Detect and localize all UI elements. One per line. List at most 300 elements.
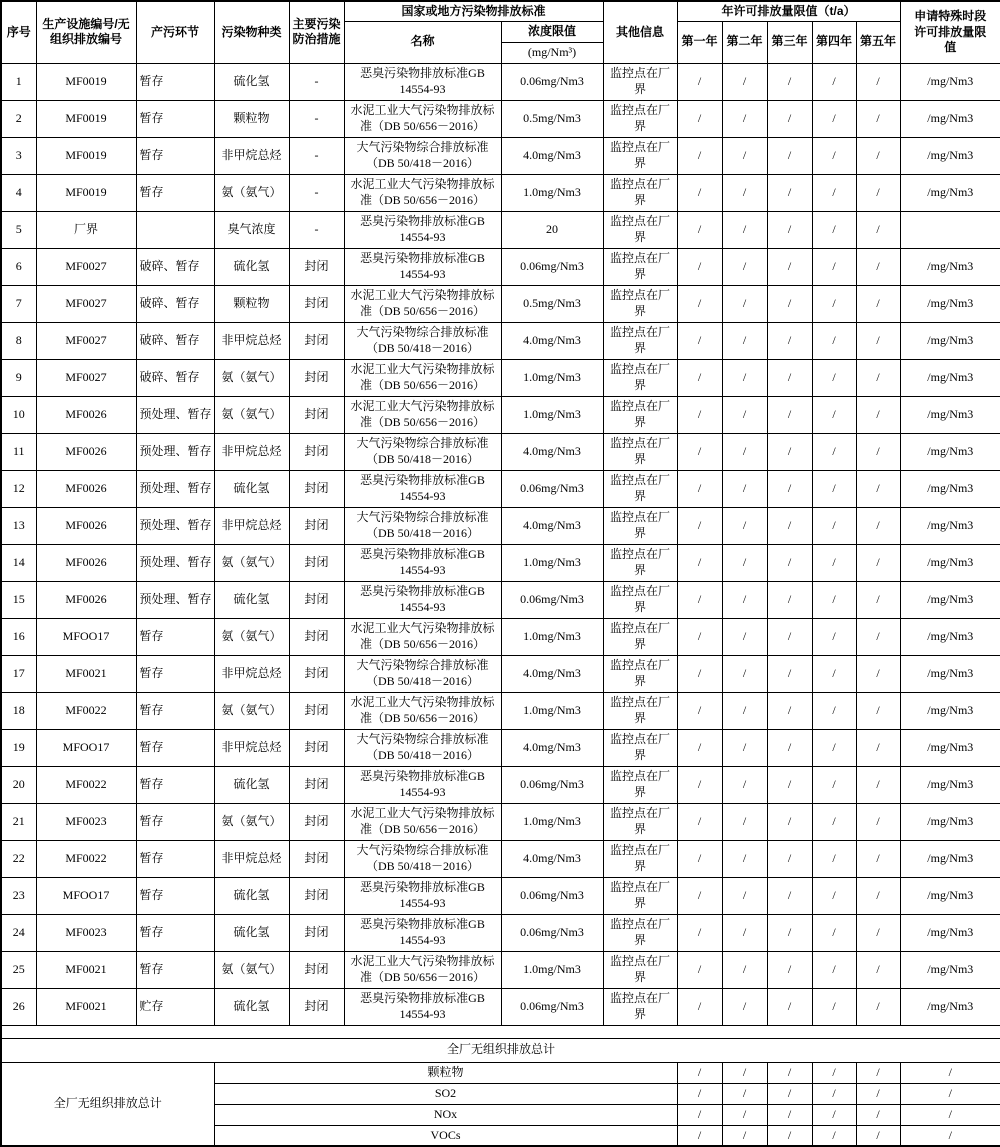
cell-measure: 封闭: [289, 766, 344, 803]
cell-standard-name: 恶臭污染物排放标准GB 14554-93: [344, 211, 501, 248]
cell-special: /mg/Nm3: [900, 248, 1000, 285]
cell-year-2: /: [722, 396, 767, 433]
cell-stage: 贮存: [136, 988, 214, 1025]
cell-special: /mg/Nm3: [900, 581, 1000, 618]
cell-seq: 8: [1, 322, 36, 359]
cell-summary-special: /: [900, 1125, 1000, 1146]
cell-standard-name: 水泥工业大气污染物排放标准（DB 50/656－2016）: [344, 803, 501, 840]
cell-facility: MFOO17: [36, 618, 136, 655]
cell-year-2: /: [722, 507, 767, 544]
header-row-1: [1, 1, 1000, 21]
table-row: [1, 840, 1000, 877]
cell-year-1: /: [677, 803, 722, 840]
cell-limit: 4.0mg/Nm3: [501, 840, 603, 877]
table-row: [1, 100, 1000, 137]
cell-limit: 20: [501, 211, 603, 248]
cell-other-info: 监控点在厂界: [603, 359, 677, 396]
cell-year-3: /: [767, 470, 812, 507]
cell-year-5: /: [856, 63, 900, 100]
cell-year-4: /: [812, 877, 856, 914]
cell-summary-year-3: /: [767, 1104, 812, 1125]
spacer-cell: [1, 1025, 1000, 1038]
cell-special: /mg/Nm3: [900, 507, 1000, 544]
cell-seq: 10: [1, 396, 36, 433]
cell-pollutant: 非甲烷总烃: [214, 840, 289, 877]
header-measures: 主要污染防治措施: [289, 1, 344, 63]
cell-seq: 13: [1, 507, 36, 544]
cell-pollutant: 氨（氨气）: [214, 692, 289, 729]
cell-stage: 预处理、暂存: [136, 470, 214, 507]
cell-year-1: /: [677, 914, 722, 951]
cell-year-2: /: [722, 248, 767, 285]
cell-summary-pollutant: VOCs: [214, 1125, 677, 1146]
cell-seq: 18: [1, 692, 36, 729]
cell-standard-name: 水泥工业大气污染物排放标准（DB 50/656－2016）: [344, 100, 501, 137]
cell-seq: 12: [1, 470, 36, 507]
cell-pollutant: 氨（氨气）: [214, 951, 289, 988]
cell-other-info: 监控点在厂界: [603, 951, 677, 988]
cell-measure: -: [289, 211, 344, 248]
cell-summary-year-3: /: [767, 1062, 812, 1083]
cell-year-5: /: [856, 507, 900, 544]
cell-facility: MF0026: [36, 396, 136, 433]
cell-summary-year-3: /: [767, 1083, 812, 1104]
cell-standard-name: 大气污染物综合排放标准（DB 50/418－2016）: [344, 729, 501, 766]
cell-other-info: 监控点在厂界: [603, 322, 677, 359]
cell-year-1: /: [677, 63, 722, 100]
cell-measure: 封闭: [289, 544, 344, 581]
cell-measure: 封闭: [289, 729, 344, 766]
cell-year-3: /: [767, 322, 812, 359]
cell-measure: 封闭: [289, 285, 344, 322]
cell-stage: 暂存: [136, 729, 214, 766]
header-year-5: 第五年: [856, 21, 900, 63]
table-row: [1, 581, 1000, 618]
cell-seq: 24: [1, 914, 36, 951]
cell-year-3: /: [767, 618, 812, 655]
cell-summary-year-5: /: [856, 1083, 900, 1104]
cell-facility: MF0022: [36, 766, 136, 803]
cell-measure: 封闭: [289, 840, 344, 877]
cell-other-info: 监控点在厂界: [603, 729, 677, 766]
cell-facility: MF0026: [36, 507, 136, 544]
cell-year-2: /: [722, 988, 767, 1025]
cell-other-info: 监控点在厂界: [603, 470, 677, 507]
cell-year-1: /: [677, 359, 722, 396]
table-row: [1, 803, 1000, 840]
cell-year-5: /: [856, 692, 900, 729]
cell-stage: 暂存: [136, 914, 214, 951]
cell-special: /mg/Nm3: [900, 803, 1000, 840]
cell-year-5: /: [856, 618, 900, 655]
cell-seq: 15: [1, 581, 36, 618]
cell-year-3: /: [767, 396, 812, 433]
cell-other-info: 监控点在厂界: [603, 877, 677, 914]
cell-pollutant: 非甲烷总烃: [214, 507, 289, 544]
cell-limit: 1.0mg/Nm3: [501, 359, 603, 396]
cell-seq: 5: [1, 211, 36, 248]
cell-year-4: /: [812, 581, 856, 618]
cell-facility: MF0021: [36, 655, 136, 692]
cell-facility: MF0021: [36, 951, 136, 988]
spacer-row: [1, 1025, 1000, 1038]
cell-year-3: /: [767, 433, 812, 470]
cell-year-2: /: [722, 433, 767, 470]
cell-stage: 暂存: [136, 951, 214, 988]
table-row: [1, 766, 1000, 803]
cell-standard-name: 水泥工业大气污染物排放标准（DB 50/656－2016）: [344, 618, 501, 655]
cell-special: /mg/Nm3: [900, 137, 1000, 174]
cell-standard-name: 大气污染物综合排放标准（DB 50/418－2016）: [344, 433, 501, 470]
cell-year-2: /: [722, 692, 767, 729]
cell-year-4: /: [812, 507, 856, 544]
cell-facility: MF0027: [36, 322, 136, 359]
table-row: [1, 914, 1000, 951]
cell-standard-name: 大气污染物综合排放标准（DB 50/418－2016）: [344, 137, 501, 174]
cell-year-2: /: [722, 137, 767, 174]
header-year-2: 第二年: [722, 21, 767, 63]
cell-measure: -: [289, 174, 344, 211]
table-row: [1, 544, 1000, 581]
cell-standard-name: 水泥工业大气污染物排放标准（DB 50/656－2016）: [344, 285, 501, 322]
cell-summary-year-1: /: [677, 1083, 722, 1104]
cell-special: /mg/Nm3: [900, 618, 1000, 655]
header-standard-group: 国家或地方污染物排放标准: [344, 1, 603, 21]
cell-year-3: /: [767, 914, 812, 951]
cell-special: /mg/Nm3: [900, 359, 1000, 396]
cell-standard-name: 恶臭污染物排放标准GB 14554-93: [344, 766, 501, 803]
cell-year-5: /: [856, 544, 900, 581]
cell-year-1: /: [677, 618, 722, 655]
cell-year-3: /: [767, 840, 812, 877]
cell-limit: 4.0mg/Nm3: [501, 433, 603, 470]
cell-year-3: /: [767, 544, 812, 581]
cell-limit: 4.0mg/Nm3: [501, 137, 603, 174]
cell-pollutant: 颗粒物: [214, 100, 289, 137]
cell-year-3: /: [767, 137, 812, 174]
cell-summary-year-3: /: [767, 1125, 812, 1146]
cell-summary-year-4: /: [812, 1125, 856, 1146]
cell-year-4: /: [812, 174, 856, 211]
cell-seq: 25: [1, 951, 36, 988]
cell-seq: 4: [1, 174, 36, 211]
cell-pollutant: 氨（氨气）: [214, 544, 289, 581]
cell-year-1: /: [677, 581, 722, 618]
cell-summary-year-1: /: [677, 1062, 722, 1083]
cell-year-1: /: [677, 137, 722, 174]
header-year-4: 第四年: [812, 21, 856, 63]
cell-year-4: /: [812, 433, 856, 470]
cell-limit: 1.0mg/Nm3: [501, 692, 603, 729]
cell-year-1: /: [677, 840, 722, 877]
table-body: [1, 63, 1000, 1025]
cell-limit: 1.0mg/Nm3: [501, 618, 603, 655]
cell-stage: 暂存: [136, 174, 214, 211]
cell-limit: 0.06mg/Nm3: [501, 581, 603, 618]
cell-standard-name: 恶臭污染物排放标准GB 14554-93: [344, 470, 501, 507]
cell-standard-name: 恶臭污染物排放标准GB 14554-93: [344, 914, 501, 951]
cell-pollutant: 氨（氨气）: [214, 174, 289, 211]
cell-standard-name: 水泥工业大气污染物排放标准（DB 50/656－2016）: [344, 692, 501, 729]
cell-pollutant: 非甲烷总烃: [214, 655, 289, 692]
cell-year-1: /: [677, 692, 722, 729]
cell-limit: 0.06mg/Nm3: [501, 470, 603, 507]
cell-pollutant: 硫化氢: [214, 766, 289, 803]
cell-measure: 封闭: [289, 470, 344, 507]
cell-year-1: /: [677, 877, 722, 914]
cell-stage: 预处理、暂存: [136, 581, 214, 618]
cell-facility: MF0026: [36, 544, 136, 581]
table-row: [1, 63, 1000, 100]
cell-stage: 破碎、暂存: [136, 322, 214, 359]
cell-special: /mg/Nm3: [900, 729, 1000, 766]
cell-summary-pollutant: NOx: [214, 1104, 677, 1125]
cell-other-info: 监控点在厂界: [603, 396, 677, 433]
cell-stage: 暂存: [136, 618, 214, 655]
cell-measure: 封闭: [289, 322, 344, 359]
cell-facility: MF0026: [36, 433, 136, 470]
cell-seq: 26: [1, 988, 36, 1025]
cell-year-2: /: [722, 803, 767, 840]
header-stage: 产污环节: [136, 1, 214, 63]
cell-year-3: /: [767, 766, 812, 803]
cell-other-info: 监控点在厂界: [603, 618, 677, 655]
summary-band-title: 全厂无组织排放总计: [1, 1038, 1000, 1062]
cell-year-3: /: [767, 951, 812, 988]
cell-year-4: /: [812, 285, 856, 322]
header-limit: 浓度限值: [501, 21, 603, 42]
cell-other-info: 监控点在厂界: [603, 914, 677, 951]
cell-year-1: /: [677, 174, 722, 211]
table-row: [1, 507, 1000, 544]
summary-band-row: [1, 1038, 1000, 1062]
cell-facility: MF0023: [36, 914, 136, 951]
cell-seq: 21: [1, 803, 36, 840]
cell-facility: MFOO17: [36, 729, 136, 766]
cell-year-3: /: [767, 211, 812, 248]
cell-limit: 1.0mg/Nm3: [501, 174, 603, 211]
cell-year-4: /: [812, 544, 856, 581]
cell-limit: 1.0mg/Nm3: [501, 396, 603, 433]
cell-standard-name: 恶臭污染物排放标准GB 14554-93: [344, 63, 501, 100]
table-row: [1, 655, 1000, 692]
cell-other-info: 监控点在厂界: [603, 544, 677, 581]
cell-facility: MF0023: [36, 803, 136, 840]
cell-other-info: 监控点在厂界: [603, 248, 677, 285]
cell-year-2: /: [722, 729, 767, 766]
cell-pollutant: 硫化氢: [214, 63, 289, 100]
cell-limit: 0.06mg/Nm3: [501, 877, 603, 914]
cell-other-info: 监控点在厂界: [603, 174, 677, 211]
cell-pollutant: 氨（氨气）: [214, 803, 289, 840]
cell-year-2: /: [722, 618, 767, 655]
cell-summary-year-5: /: [856, 1062, 900, 1083]
cell-seq: 23: [1, 877, 36, 914]
cell-measure: 封闭: [289, 396, 344, 433]
cell-year-2: /: [722, 211, 767, 248]
cell-measure: 封闭: [289, 988, 344, 1025]
cell-year-4: /: [812, 63, 856, 100]
cell-stage: 暂存: [136, 137, 214, 174]
cell-stage: 破碎、暂存: [136, 359, 214, 396]
cell-measure: 封闭: [289, 433, 344, 470]
cell-standard-name: 恶臭污染物排放标准GB 14554-93: [344, 248, 501, 285]
cell-stage: 暂存: [136, 840, 214, 877]
cell-year-3: /: [767, 581, 812, 618]
cell-special: /mg/Nm3: [900, 100, 1000, 137]
cell-year-4: /: [812, 137, 856, 174]
cell-year-2: /: [722, 951, 767, 988]
cell-year-1: /: [677, 211, 722, 248]
cell-measure: 封闭: [289, 248, 344, 285]
cell-summary-year-2: /: [722, 1104, 767, 1125]
cell-standard-name: 大气污染物综合排放标准（DB 50/418－2016）: [344, 840, 501, 877]
table-row: [1, 211, 1000, 248]
cell-standard-name: 水泥工业大气污染物排放标准（DB 50/656－2016）: [344, 359, 501, 396]
summary-row: [1, 1062, 1000, 1083]
cell-facility: MF0022: [36, 692, 136, 729]
cell-other-info: 监控点在厂界: [603, 655, 677, 692]
table-header: [1, 1, 1000, 63]
cell-pollutant: 氨（氨气）: [214, 618, 289, 655]
header-year-1: 第一年: [677, 21, 722, 63]
header-limit-unit: (mg/Nm³): [501, 42, 603, 63]
cell-limit: 1.0mg/Nm3: [501, 544, 603, 581]
table-row: [1, 396, 1000, 433]
cell-pollutant: 氨（氨气）: [214, 396, 289, 433]
cell-other-info: 监控点在厂界: [603, 840, 677, 877]
table-row: [1, 618, 1000, 655]
cell-year-5: /: [856, 248, 900, 285]
cell-facility: MF0019: [36, 100, 136, 137]
cell-year-4: /: [812, 470, 856, 507]
cell-year-4: /: [812, 988, 856, 1025]
table-row: [1, 174, 1000, 211]
cell-year-4: /: [812, 618, 856, 655]
table-row: [1, 248, 1000, 285]
cell-year-1: /: [677, 655, 722, 692]
cell-standard-name: 恶臭污染物排放标准GB 14554-93: [344, 988, 501, 1025]
cell-summary-year-1: /: [677, 1104, 722, 1125]
cell-pollutant: 硫化氢: [214, 470, 289, 507]
cell-other-info: 监控点在厂界: [603, 692, 677, 729]
cell-summary-special: /: [900, 1062, 1000, 1083]
cell-measure: -: [289, 100, 344, 137]
cell-summary-pollutant: 颗粒物: [214, 1062, 677, 1083]
cell-year-2: /: [722, 63, 767, 100]
header-seq: 序号: [1, 1, 36, 63]
header-annual-group: 年许可排放量限值（t/a）: [677, 1, 900, 21]
cell-summary-year-2: /: [722, 1083, 767, 1104]
cell-other-info: 监控点在厂界: [603, 988, 677, 1025]
cell-year-4: /: [812, 951, 856, 988]
cell-seq: 11: [1, 433, 36, 470]
table-row: [1, 359, 1000, 396]
cell-stage: 预处理、暂存: [136, 507, 214, 544]
cell-year-5: /: [856, 914, 900, 951]
cell-year-1: /: [677, 544, 722, 581]
cell-special: /mg/Nm3: [900, 285, 1000, 322]
cell-pollutant: 氨（氨气）: [214, 359, 289, 396]
cell-year-4: /: [812, 803, 856, 840]
cell-seq: 6: [1, 248, 36, 285]
cell-year-2: /: [722, 544, 767, 581]
cell-year-4: /: [812, 396, 856, 433]
cell-year-4: /: [812, 248, 856, 285]
cell-stage: 暂存: [136, 877, 214, 914]
cell-special: /mg/Nm3: [900, 655, 1000, 692]
cell-year-4: /: [812, 359, 856, 396]
cell-stage: 破碎、暂存: [136, 248, 214, 285]
cell-special: /mg/Nm3: [900, 433, 1000, 470]
cell-year-5: /: [856, 285, 900, 322]
cell-pollutant: 非甲烷总烃: [214, 729, 289, 766]
cell-seq: 16: [1, 618, 36, 655]
cell-year-1: /: [677, 729, 722, 766]
cell-year-4: /: [812, 840, 856, 877]
cell-year-5: /: [856, 877, 900, 914]
cell-facility: MF0022: [36, 840, 136, 877]
cell-seq: 9: [1, 359, 36, 396]
header-other-info: 其他信息: [603, 1, 677, 63]
cell-seq: 2: [1, 100, 36, 137]
cell-other-info: 监控点在厂界: [603, 766, 677, 803]
header-pollutant: 污染物种类: [214, 1, 289, 63]
cell-stage: 暂存: [136, 655, 214, 692]
cell-seq: 3: [1, 137, 36, 174]
cell-year-5: /: [856, 766, 900, 803]
cell-seq: 1: [1, 63, 36, 100]
cell-year-4: /: [812, 692, 856, 729]
cell-year-3: /: [767, 359, 812, 396]
cell-measure: 封闭: [289, 359, 344, 396]
cell-pollutant: 非甲烷总烃: [214, 137, 289, 174]
cell-year-3: /: [767, 729, 812, 766]
cell-year-5: /: [856, 951, 900, 988]
table-row: [1, 729, 1000, 766]
cell-summary-special: /: [900, 1083, 1000, 1104]
table-row: [1, 322, 1000, 359]
cell-year-2: /: [722, 174, 767, 211]
cell-other-info: 监控点在厂界: [603, 433, 677, 470]
cell-standard-name: 大气污染物综合排放标准（DB 50/418－2016）: [344, 507, 501, 544]
cell-measure: -: [289, 63, 344, 100]
header-year-3: 第三年: [767, 21, 812, 63]
cell-summary-special: /: [900, 1104, 1000, 1125]
cell-year-5: /: [856, 396, 900, 433]
cell-facility: MF0027: [36, 248, 136, 285]
cell-standard-name: 水泥工业大气污染物排放标准（DB 50/656－2016）: [344, 174, 501, 211]
cell-measure: 封闭: [289, 877, 344, 914]
cell-year-5: /: [856, 840, 900, 877]
cell-year-5: /: [856, 655, 900, 692]
cell-summary-year-2: /: [722, 1125, 767, 1146]
cell-stage: [136, 211, 214, 248]
cell-special: /mg/Nm3: [900, 322, 1000, 359]
cell-year-4: /: [812, 729, 856, 766]
cell-summary-year-4: /: [812, 1083, 856, 1104]
cell-measure: 封闭: [289, 507, 344, 544]
header-special: 申请特殊时段许可排放量限值: [900, 1, 1000, 63]
cell-year-5: /: [856, 581, 900, 618]
cell-limit: 4.0mg/Nm3: [501, 729, 603, 766]
cell-stage: 破碎、暂存: [136, 285, 214, 322]
cell-year-2: /: [722, 655, 767, 692]
cell-year-4: /: [812, 100, 856, 137]
cell-year-1: /: [677, 988, 722, 1025]
cell-year-4: /: [812, 655, 856, 692]
cell-stage: 预处理、暂存: [136, 433, 214, 470]
